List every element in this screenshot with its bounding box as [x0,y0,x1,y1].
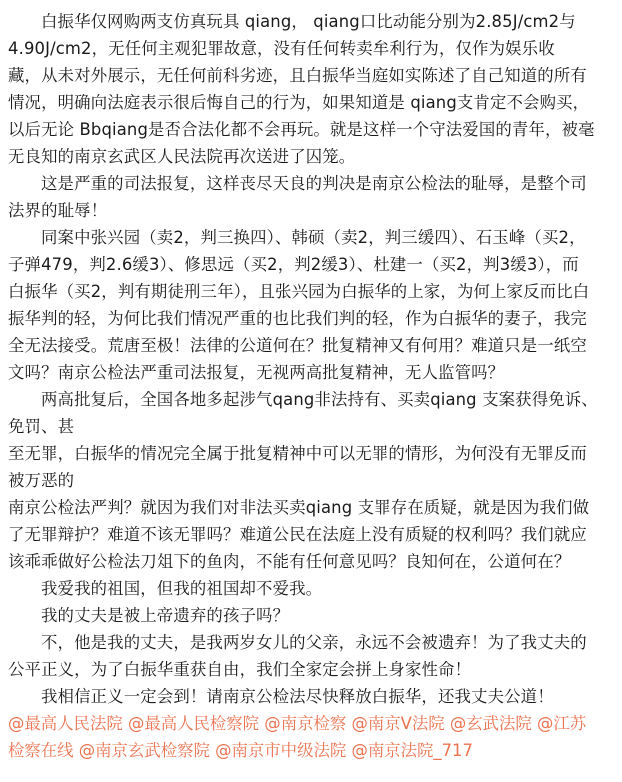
paragraph-line: 免罚、甚 [8,417,75,436]
paragraph-line: 不，他是我的丈夫，是我两岁女儿的父亲，永远不会被遗弃！为了我丈夫的 [41,633,587,652]
mention-link[interactable]: @南京法院_717 [351,741,473,760]
paragraph-line: 白振华仅网购两支仿真玩具 qiang， qiang口比动能分别为2.85J/cm2与 [41,12,576,31]
paragraph-line: 以后无论 Bbqiang是否合法化都不会再玩。就是这样一个守法爱国的青年，被毫 [8,120,595,139]
paragraph-line: 4.90J/cm2，无任何主观犯罪故意，没有任何转卖牟利行为，仅作为娱乐收 [8,39,555,58]
paragraph-line: 无良知的南京玄武区人民法院再次送进了囚笼。 [8,147,356,166]
mentions-row [8,737,614,764]
mentions-row [8,710,614,737]
paragraph-line: 两高批复后，全国各地多起涉气qang非法持有、买卖qiang 支案获得免诉、 [41,390,598,409]
mention-link[interactable]: @南京市中级法院 [215,741,347,760]
paragraph-line: 子弹479，判2.6缓3）、修思远（买2，判2缓3）、杜建一（买2，判3缓3），而 [8,255,579,274]
paragraph-line: 南京公检法严判？就因为我们对非法买卖qiang 支罪存在质疑，就是因为我们做 [8,498,590,517]
mention-link[interactable]: @南京玄武检察院 [78,741,210,760]
paragraph-line: 情况，明确向法庭表示很后悔自己的行为，如果知道是 qiang支肯定不会购买， [8,93,590,112]
paragraph-line: 我相信正义一定会到！请南京公检法尽快释放白振华，还我丈夫公道！ [41,687,554,706]
paragraph-line: 了无罪辩护？难道不该无罪吗？难道公民在法庭上没有质疑的权利吗？我们就应 [8,525,587,544]
paragraph-line: 该乖乖做好公检法刀俎下的鱼肉，不能有任何意见吗？良知何在，公道何在？ [8,552,571,571]
mention-link[interactable]: @玄武法院 [449,714,532,733]
paragraph-line: 文吗？南京公检法严重司法报复，无视两高批复精神，无人监管吗？ [8,363,505,382]
mention-link[interactable]: @南京检察 [264,714,347,733]
paragraph-line: 白振华（买2，判有期徒刑三年），且张兴园为白振华的上家，为何上家反而比白 [8,282,590,301]
paragraph-line: 公平正义，为了白振华重获自由，我们全家定会拼上身家性命！ [8,660,472,679]
paragraph-line: 被万恶的 [8,471,75,490]
paragraph-line: 振华判的轻，为何比我们情况严重的也比我们判的轻，作为白振华的妻子，我完 [8,309,587,328]
paragraph-line: 藏，从未对外展示，无任何前科劣迹，且白振华当庭如实陈述了自己知道的所有 [8,66,587,85]
paragraph-line: 全无法接受。荒唐至极！法律的公道何在？批复精神又有何用？难道只是一纸空 [8,336,587,355]
paragraph-line: 我的丈夫是被上帝遗弃的孩子吗？ [41,606,290,625]
paragraph-line: 至无罪，白振华的情况完全属于批复精神中可以无罪的情形，为何没有无罪反而 [8,444,587,463]
paragraph-line: 我爱我的祖国，但我的祖国却不爱我。 [41,579,323,598]
mention-link[interactable]: 检察在线 [8,741,74,760]
mention-link[interactable]: @最高人民检察院 [127,714,260,733]
paragraph-line: 同案中张兴园（卖2，判三换四）、韩硕（卖2，判三缓四）、石玉峰（买2， [41,228,586,247]
document-body [8,8,614,764]
paragraph-line: 法界的耻辱！ [8,201,108,220]
mention-link[interactable]: @南京V法院 [351,714,445,733]
mention-link[interactable]: @江苏 [537,714,587,733]
paragraph-line: 这是严重的司法报复，这样丧尽天良的判决是南京公检法的耻辱，是整个司 [41,174,587,193]
mention-link[interactable]: @最高人民法院 [8,714,123,733]
